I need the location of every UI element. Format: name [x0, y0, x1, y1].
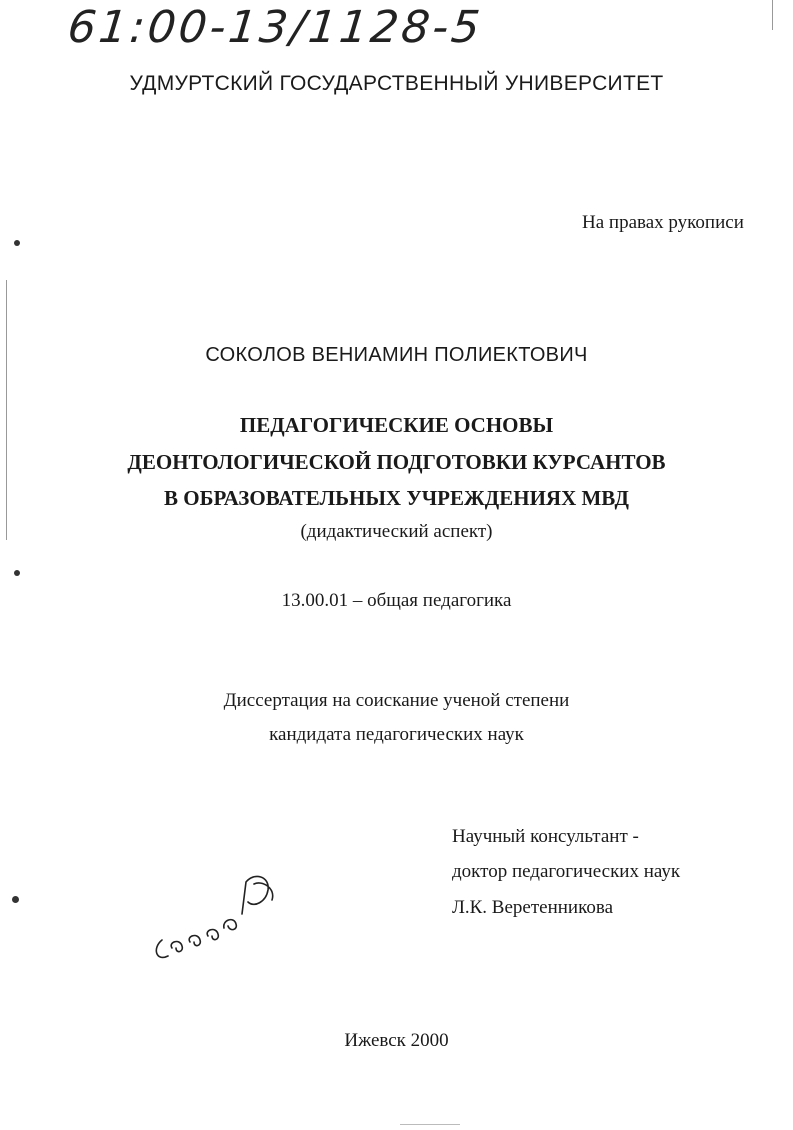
- handwritten-signature: [150, 862, 290, 972]
- margin-dot: [14, 240, 20, 246]
- margin-edge-line: [6, 280, 7, 540]
- title-aspect: (дидактический аспект): [300, 521, 493, 542]
- archive-code-handwritten: 61:00-13/1128-5: [65, 2, 486, 53]
- bottom-edge-line: [400, 1124, 460, 1125]
- consultant-degree: доктор педагогических наук: [452, 861, 681, 882]
- margin-dot: [12, 896, 19, 903]
- author-name: СОКОЛОВ ВЕНИАМИН ПОЛИЕКТОВИЧ: [205, 344, 588, 366]
- city-year: Ижевск 2000: [344, 1030, 449, 1051]
- consultant-name: Л.К. Веретенникова: [452, 897, 614, 918]
- title-line-1: ПЕДАГОГИЧЕСКИЕ ОСНОВЫ: [239, 413, 554, 437]
- rights-note: На правах рукописи: [582, 212, 744, 233]
- dissertation-line-2: кандидата педагогических наук: [269, 724, 524, 745]
- specialty-code: 13.00.01 – общая педагогика: [281, 590, 512, 611]
- title-line-3: В ОБРАЗОВАТЕЛЬНЫХ УЧРЕЖДЕНИЯХ МВД: [164, 486, 629, 510]
- consultant-role: Научный консультант -: [452, 826, 639, 847]
- dissertation-line-1: Диссертация на соискание ученой степени: [223, 690, 570, 711]
- title-line-2: ДЕОНТОЛОГИЧЕСКОЙ ПОДГОТОВКИ КУРСАНТОВ: [127, 450, 666, 474]
- margin-dot: [14, 570, 20, 576]
- margin-edge-line: [772, 0, 773, 30]
- university-name: УДМУРТСКИЙ ГОСУДАРСТВЕННЫЙ УНИВЕРСИТЕТ: [129, 72, 664, 95]
